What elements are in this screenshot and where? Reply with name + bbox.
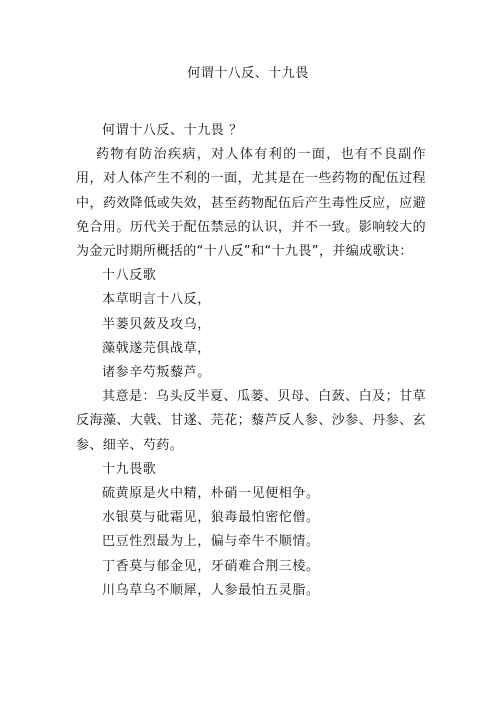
- section-heading-eighteen: 十八反歌: [102, 268, 157, 284]
- verse-line: 硫黄原是火中精，朴硝一见便相争。: [102, 486, 320, 502]
- document-body: [76, 119, 426, 603]
- verse-line: 本草明言十八反，: [102, 292, 211, 308]
- verse-line: 诸参辛芍叛藜芦。: [102, 365, 211, 381]
- verse-line: 丁香莫与郁金见，牙硝难合荆三棱。: [102, 558, 320, 574]
- verse-line: 巴豆性烈最为上，偏与牵牛不顺情。: [102, 534, 320, 550]
- explanation-paragraph: 其意是：乌头反半夏、瓜蒌、贝母、白蔹、白及；甘草反海藻、大戟、甘遂、芫花；藜芦反人参、沙参、丹参、玄参、细辛、芍药。: [76, 389, 426, 453]
- verse-line: 半蒌贝蔹及攻乌，: [102, 316, 211, 332]
- verse-line: 水银莫与砒霜见，狼毒最怕密佗僧。: [102, 510, 320, 526]
- question-heading: 何谓十八反、十九畏 ？: [102, 123, 243, 138]
- intro-paragraph: 药物有防治疾病，对人体有利的一面，也有不良副作用，对人体产生不利的一面，尤其是在一些药物的配伍过程中，药效降低或失效，甚至药物配伍后产生毒性反应，应避免合用。历代关于配伍禁忌的认识，并不一致。影响较大的为金元时期所概括的“十八反”和“十九畏”，并编成歌诀：: [76, 147, 426, 260]
- document-title: 何谓十八反、十九畏: [187, 66, 309, 81]
- section-heading-nineteen: 十九畏歌: [102, 461, 157, 477]
- verse-line: 藻戟遂芫俱战草，: [102, 340, 211, 356]
- verse-line: 川乌草乌不顺犀，人参最怕五灵脂。: [102, 582, 320, 598]
